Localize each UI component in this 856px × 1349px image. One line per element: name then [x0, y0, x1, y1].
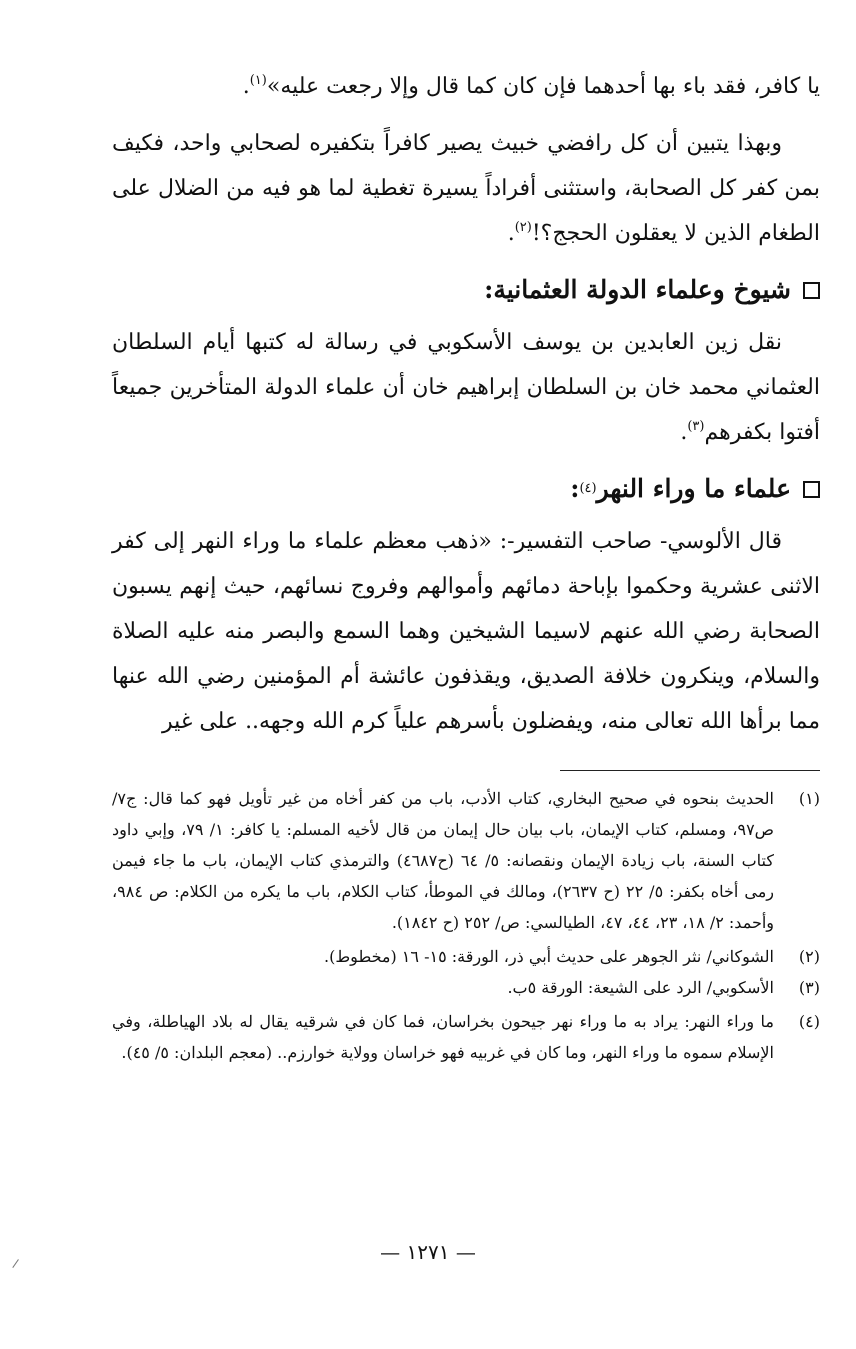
footnote-number: (٣) — [798, 978, 820, 997]
paragraph-text: قال الألوسي- صاحب التفسير-: «ذهب معظم علماء ما وراء النهر إلى كفر الاثنى عشرية وحكموا بإباحة دمائهم وأموالهم وفروج نسائهم، حيث إنهم يسبون الصحابة رضي الله عنهم لاسيما الشيخين وهما السمع والبصر منه عليه الصلاة والسلام، وينكرون خلافة الصديق، ويقذفون عائشة أم المؤمنين رضي الله عنها مما برأها الله تعالى منه، ويفضلون بأسرهم علياً كرم الله وجهه.. على غير — [112, 529, 820, 734]
page-body — [112, 64, 820, 1324]
footnote-text: الحديث بنحوه في صحيح البخاري، كتاب الأدب، باب من كفر أخاه من غير تأويل فهو كما قال: ج٧/ ص٩٧، ومسلم، كتاب الإيمان، باب بيان حال إيمان من قال لأخيه المسلم: يا كافر: ١/ ٧٩، وإبي داود كتاب السنة، باب زيادة الإيمان ونقصانه: ٥/ ٦٤ (ح٤٦٨٧) والترمذي كتاب الإيمان، باب ما جاء فيمن رمى أخاه بكفر: ٥/ ٢٢ (ح ٢٦٣٧)، ومالك في الموطأ، كتاب الكلام، باب ما يكره من الكلام: ص ٩٨٤، وأحمد: ٢/ ١٨، ٢٣، ٤٤، ٤٧، الطيالسي: ص/ ٢٥٢ (ح ١٨٤٢). — [112, 789, 774, 932]
footnote-item — [112, 1006, 820, 1068]
footnote-number: (٤) — [798, 1012, 820, 1031]
heading-text: علماء ما وراء النهر — [596, 474, 791, 503]
paragraph-askobi — [112, 320, 820, 455]
paragraph-punct: . — [507, 221, 515, 246]
footnote-item — [112, 783, 820, 938]
footnote-ref-3[interactable]: (٣) — [687, 419, 705, 434]
footnote-text: الشوكاني/ نثر الجوهر على حديث أبي ذر، الورقة: ١٥- ١٦ (مخطوط). — [324, 947, 774, 966]
footnote-text: الأسكوبي/ الرد على الشيعة: الورقة ٥ب. — [507, 978, 774, 997]
section-heading-transoxiana: علماء ما وراء النهر (٤) : — [112, 465, 820, 513]
footnote-item — [112, 941, 820, 972]
section-heading-ottoman — [112, 266, 820, 314]
paragraph-punct: . — [242, 74, 250, 99]
footnote-divider — [560, 770, 820, 771]
empty-square-icon — [803, 481, 820, 498]
footnote-text: ما وراء النهر: يراد به ما وراء نهر جيحون بخراسان، فما كان في شرقيه يقال له بلاد الهياطلة، وفي الإسلام سموه ما وراء النهر، وما كان في غربيه فهو خراسان وولاية خوارزم.. (معجم البلدان: ٥/ ٤٥). — [112, 1012, 774, 1062]
footnote-item — [112, 972, 820, 1003]
footnote-ref-1[interactable]: (١) — [249, 73, 267, 88]
page-number: — ١٢٧١ — — [380, 1240, 476, 1264]
paragraph-text: نقل زين العابدين بن يوسف الأسكوبي في رسالة له كتبها أيام السلطان العثماني محمد خان بن السلطان إبراهيم خان أن علماء الدولة المتأخرين جميعاً أفتوا بكفرهم — [112, 330, 820, 445]
heading-text: شيوخ وعلماء الدولة العثمانية: — [484, 275, 791, 304]
footnote-number: (١) — [798, 789, 820, 808]
paragraph-punct: . — [680, 420, 688, 445]
empty-square-icon — [803, 282, 820, 299]
paragraph-alusi — [112, 519, 820, 744]
footnotes — [112, 783, 820, 1068]
paragraph-hadith-end — [112, 64, 820, 109]
heading-punct: : — [570, 474, 580, 503]
paragraph-rafidi — [112, 121, 820, 256]
paragraph-text: وبهذا يتبين أن كل رافضي خبيث يصير كافراً بتكفيره لصحابي واحد، فكيف بمن كفر كل الصحابة، واستثنى أفراداً يسيرة تغطية لما هو فيه من الضلال على الطغام الذين لا يعقلون الحجج؟! — [112, 131, 820, 246]
footnote-ref-2[interactable]: (٢) — [514, 220, 532, 235]
paragraph-text: يا كافر، فقد باء بها أحدهما فإن كان كما قال وإلا رجعت عليه» — [266, 74, 820, 99]
footnote-number: (٢) — [798, 947, 820, 966]
